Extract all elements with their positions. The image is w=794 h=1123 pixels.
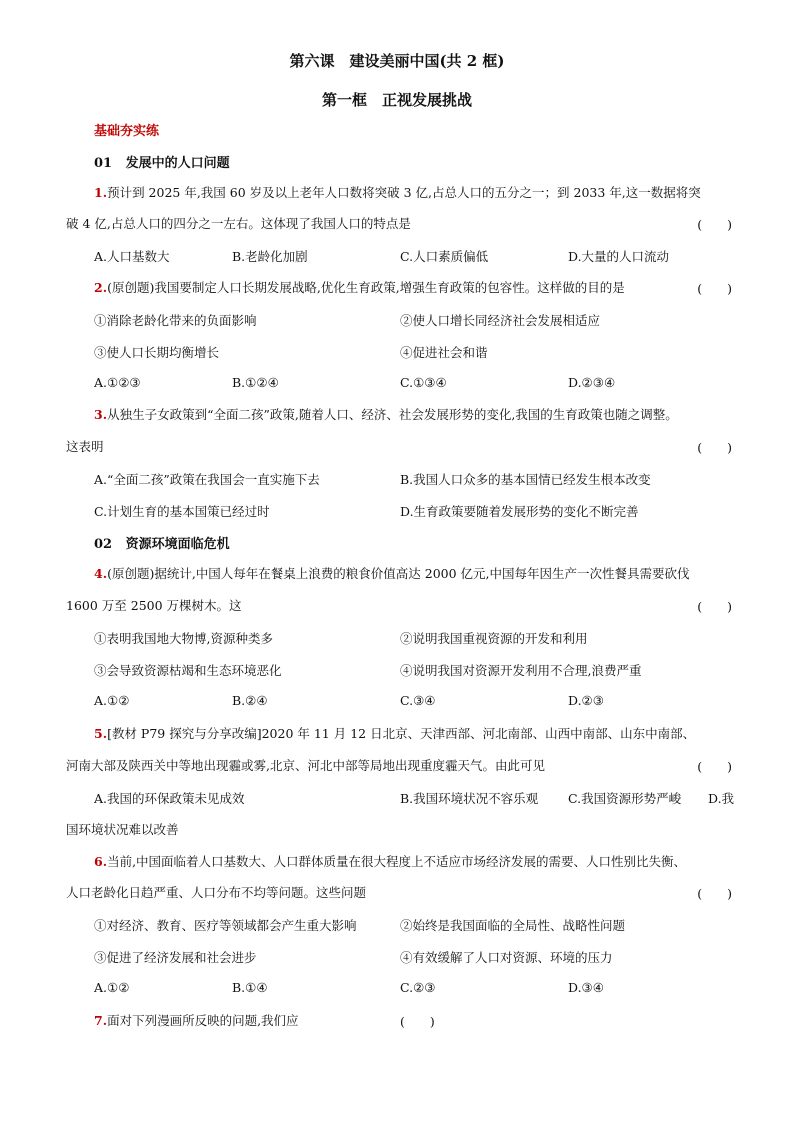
option-d: D.大量的人口流动 <box>568 249 670 264</box>
answer-blank: ( ) <box>697 281 732 296</box>
option-c: C.②③ <box>400 980 436 995</box>
q5-line2: 河南大部及陕西关中等地出现霾或雾,北京、河北中部等局地出现重度霾天气。由此可见 <box>66 758 545 773</box>
q4-line2: 1600 万至 2500 万棵树木。这 <box>66 598 242 613</box>
option-d: D.③④ <box>568 980 604 995</box>
option-d: D.②③ <box>568 693 604 708</box>
statement-2: ②始终是我国面临的全局性、战略性问题 <box>400 918 626 933</box>
q3-line2: 这表明 <box>66 439 104 454</box>
option-c: C.我国资源形势严峻 <box>568 791 682 806</box>
lesson-title: 第六课 建设美丽中国(共 2 框) <box>289 52 505 70</box>
option-b: B.①④ <box>232 980 268 995</box>
topic-number: 01 <box>94 156 113 171</box>
question-number: 5. <box>94 726 108 741</box>
statement-4: ④有效缓解了人口对资源、环境的压力 <box>400 950 613 965</box>
q1-line1: 1.预计到 2025 年,我国 60 岁及以上老年人口数将突破 3 亿,占总人口的五分之一；到 2033 年,这一数据将突 <box>94 185 701 200</box>
statement-4: ④促进社会和谐 <box>400 345 488 360</box>
option-d: D.②③④ <box>568 375 616 390</box>
option-c: C.人口素质偏低 <box>400 249 489 264</box>
question-number: 6. <box>94 854 108 869</box>
statement-1: ①消除老龄化带来的负面影响 <box>94 313 257 328</box>
topic-number: 02 <box>94 537 113 552</box>
question-number: 1. <box>94 185 108 200</box>
answer-blank: ( ) <box>697 440 732 455</box>
question-number: 2. <box>94 280 108 295</box>
option-b: B.②④ <box>232 693 268 708</box>
option-c: C.计划生育的基本国策已经过时 <box>94 504 270 519</box>
statement-1: ①对经济、教育、医疗等领域都会产生重大影响 <box>94 918 357 933</box>
topic-heading-2 <box>94 533 230 552</box>
q6-line1: 6.当前,中国面临着人口基数大、人口群体质量在很大程度上不适应市场经济发展的需要、人口性别比失衡、 <box>94 854 687 869</box>
answer-blank: ( ) <box>697 759 732 774</box>
option-a: A.我国的环保政策未见成效 <box>94 791 245 806</box>
q7-line1: 7.面对下列漫画所反映的问题,我们应 <box>94 1013 299 1028</box>
option-a: A.“全面二孩”政策在我国会一直实施下去 <box>94 472 320 487</box>
statement-2: ②使人口增长同经济社会发展相适应 <box>400 313 601 328</box>
q3-line1: 3.从独生子女政策到“全面二孩”政策,随着人口、经济、社会发展形势的变化,我国的生育政策也随之调整。 <box>94 407 678 422</box>
topic-heading-1 <box>94 152 230 171</box>
statement-3: ③会导致资源枯竭和生态环境恶化 <box>94 663 282 678</box>
option-d: D.生育政策要随着发展形势的变化不断完善 <box>400 504 639 519</box>
q1-line2: 破 4 亿,占总人口的四分之一左右。这体现了我国人口的特点是 <box>66 216 411 231</box>
topic-label: 资源环境面临危机 <box>125 537 230 552</box>
q5-option-d-continued: 国环境状况难以改善 <box>66 822 179 837</box>
question-number: 4. <box>94 566 108 581</box>
section-title: 第一框 正视发展挑战 <box>321 91 472 109</box>
option-b: B.老龄化加剧 <box>232 249 308 264</box>
topic-label: 发展中的人口问题 <box>125 156 230 171</box>
question-number: 7. <box>94 1013 108 1028</box>
question-number: 3. <box>94 407 108 422</box>
q4-line1: 4.(原创题)据统计,中国人每年在餐桌上浪费的粮食价值高达 2000 亿元,中国每年因生产一次性餐具需要砍伐 <box>94 566 690 581</box>
q2-line1: 2.(原创题)我国要制定人口长期发展战略,优化生育政策,增强生育政策的包容性。这样做的目的是 <box>94 280 625 295</box>
statement-2: ②说明我国重视资源的开发和利用 <box>400 631 588 646</box>
statement-3: ③使人口长期均衡增长 <box>94 345 220 360</box>
answer-blank: ( ) <box>697 217 732 232</box>
answer-blank: ( ) <box>697 886 732 901</box>
q6-line2: 人口老龄化日趋严重、人口分布不均等问题。这些问题 <box>66 885 367 900</box>
option-a: A.①② <box>94 693 130 708</box>
q5-line1: 5.[教材 P79 探究与分享改编]2020 年 11 月 12 日北京、天津西部、河北南部、山西中南部、山东中南部、 <box>94 726 696 741</box>
option-b: B.①②④ <box>232 375 279 390</box>
statement-1: ①表明我国地大物博,资源种类多 <box>94 631 273 646</box>
answer-blank: ( ) <box>697 599 732 614</box>
option-a: A.①② <box>94 980 130 995</box>
option-a: A.①②③ <box>94 375 141 390</box>
statement-4: ④说明我国对资源开发利用不合理,浪费严重 <box>400 663 642 678</box>
answer-blank: ( ) <box>400 1014 435 1029</box>
option-b: B.我国环境状况不容乐观 <box>400 791 539 806</box>
practice-label: 基础夯实练 <box>94 124 160 139</box>
option-c: C.③④ <box>400 693 436 708</box>
option-d: D.我 <box>708 791 735 806</box>
option-c: C.①③④ <box>400 375 447 390</box>
option-a: A.人口基数大 <box>94 249 170 264</box>
statement-3: ③促进了经济发展和社会进步 <box>94 950 257 965</box>
option-b: B.我国人口众多的基本国情已经发生根本改变 <box>400 472 651 487</box>
